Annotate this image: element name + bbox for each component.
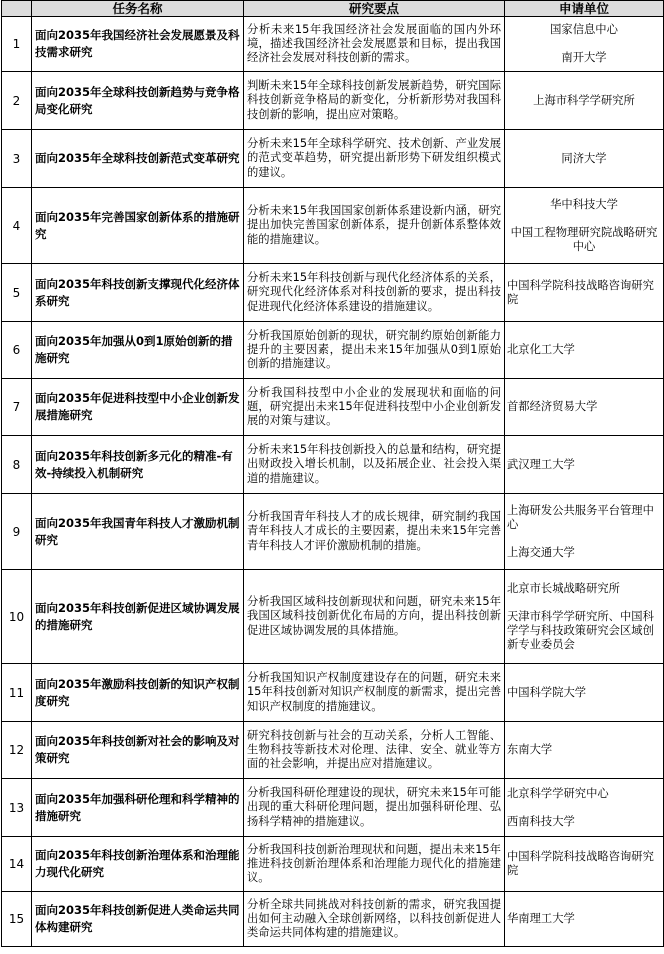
row-number: 15 <box>2 892 32 947</box>
task-name: 面向2035年全球科技创新趋势与竞争格局变化研究 <box>32 72 244 130</box>
applicant-units <box>505 322 664 379</box>
applicant-units <box>505 188 664 264</box>
task-name: 面向2035年全球科技创新范式变革研究 <box>32 130 244 188</box>
applicant-unit: 中国科学院大学 <box>507 685 587 699</box>
applicant-unit: 同济大学 <box>561 151 607 165</box>
research-points: 分析我国科研伦理建设的现状，研究未来15年可能出现的重大科研伦理问题，提出加强科研伦理、弘扬科学精神的措施建议。 <box>244 779 505 837</box>
research-points: 分析我国原始创新的现状，研究制约原始创新能力提升的主要因素，提出未来15年加强从0到1原始创新的措施建议。 <box>244 322 505 379</box>
applicant-unit: 国家信息中心 <box>550 23 618 36</box>
applicant-units <box>505 379 664 436</box>
task-name: 面向2035年我国青年科技人才激励机制研究 <box>32 494 244 570</box>
research-points: 分析我国科技创新治理现状和问题，提出未来15年推进科技创新治理体系和治理能力现代化的措施建议。 <box>244 837 505 892</box>
applicant-units <box>505 837 664 892</box>
task-name: 面向2035年科技创新促进区域协调发展的措施研究 <box>32 570 244 664</box>
project-table <box>1 0 664 947</box>
task-name: 面向2035年科技创新多元化的精准-有效-持续投入机制研究 <box>32 436 244 494</box>
row-number: 7 <box>2 379 32 436</box>
applicant-unit: 华南理工大学 <box>507 912 575 925</box>
row-number: 13 <box>2 779 32 837</box>
row-number: 2 <box>2 72 32 130</box>
table-row <box>2 494 664 570</box>
applicant-unit: 武汉理工大学 <box>507 457 575 471</box>
row-number: 4 <box>2 188 32 264</box>
unit-spacer <box>507 212 661 226</box>
task-name: 面向2035年激励科技创新的知识产权制度研究 <box>32 664 244 722</box>
applicant-unit: 上海市科学学研究所 <box>533 93 635 107</box>
row-number: 10 <box>2 570 32 664</box>
applicant-unit: 中国工程物理研究院战略研究中心 <box>510 225 658 253</box>
table-row <box>2 17 664 72</box>
research-points: 分析我国知识产权制度建设存在的问题，研究未来15年科技创新对知识产权制度的新需求，提出完善知识产权制度的措施建议。 <box>244 664 505 722</box>
applicant-unit: 中国科学院科技战略咨询研究院 <box>507 278 654 306</box>
row-number: 8 <box>2 436 32 494</box>
research-points: 判断未来15年全球科技创新发展新趋势，研究国际科技创新竞争格局的新变化，分析新形势对我国科技创新的影响，提出应对策略。 <box>244 72 505 130</box>
applicant-unit: 北京化工大学 <box>507 343 575 356</box>
applicant-unit: 天津市科学学研究所、中国科学学与科技政策研究会区域创新专业委员会 <box>507 609 654 651</box>
research-points: 分析全球共同挑战对科技创新的需求，研究我国提出如何主动融入全球创新网络，以科技创新促进人类命运共同体构建的措施建议。 <box>244 892 505 947</box>
research-points: 分析未来15年全球科学研究、技术创新、产业发展的范式变革趋势，研究提出新形势下研发组织模式的建议。 <box>244 130 505 188</box>
task-name: 面向2035年科技创新治理体系和治理能力现代化研究 <box>32 837 244 892</box>
applicant-unit: 首都经济贸易大学 <box>507 400 598 413</box>
table-row <box>2 379 664 436</box>
research-points: 分析未来15年科技创新投入的总量和结构，研究提出财政投入增长机制，以及拓展企业、社会投入渠道的措施建议。 <box>244 436 505 494</box>
table-row <box>2 130 664 188</box>
task-name: 面向2035年科技创新对社会的影响及对策研究 <box>32 722 244 779</box>
applicant-unit: 中国科学院科技战略咨询研究院 <box>507 850 654 877</box>
table-row <box>2 779 664 837</box>
table-row <box>2 72 664 130</box>
research-points: 分析未来15年我国经济社会发展面临的国内外环境，描述我国经济社会发展愿景和目标，提出我国经济社会发展对科技创新的需求。 <box>244 17 505 72</box>
unit-spacer <box>507 801 661 815</box>
header-task-name: 任务名称 <box>32 1 244 17</box>
unit-spacer <box>507 37 661 51</box>
row-number: 6 <box>2 322 32 379</box>
header-research-points: 研究要点 <box>244 1 505 17</box>
table-row <box>2 188 664 264</box>
applicant-units <box>505 494 664 570</box>
table-row <box>2 322 664 379</box>
task-name: 面向2035年完善国家创新体系的措施研究 <box>32 188 244 264</box>
research-points: 研究科技创新与社会的互动关系，分析人工智能、生物科技等新技术对伦理、法律、安全、就业等方面的社会影响，并提出应对措施建议。 <box>244 722 505 779</box>
applicant-unit: 上海研发公共服务平台管理中心 <box>507 503 654 531</box>
table-row <box>2 264 664 322</box>
table-row <box>2 837 664 892</box>
task-name: 面向2035年科技创新促进人类命运共同体构建研究 <box>32 892 244 947</box>
applicant-unit: 上海交通大学 <box>507 545 575 559</box>
research-points: 分析我国青年科技人才的成长规律，研究制约我国青年科技人才成长的主要因素，提出未来15年完善青年科技人才评价激励机制的措施。 <box>244 494 505 570</box>
table-row <box>2 570 664 664</box>
applicant-unit: 华中科技大学 <box>550 197 618 211</box>
row-number: 9 <box>2 494 32 570</box>
table-header-row <box>2 1 664 17</box>
research-points: 分析未来15年我国国家创新体系建设新内涵，研究提出加快完善国家创新体系，提升创新体系整体效能的措施建议。 <box>244 188 505 264</box>
applicant-unit: 北京科学学研究中心 <box>507 786 609 800</box>
applicant-units <box>505 436 664 494</box>
applicant-units <box>505 722 664 779</box>
applicant-unit: 西南科技大学 <box>507 814 575 828</box>
applicant-unit: 北京市长城战略研究所 <box>507 581 620 595</box>
table-row <box>2 664 664 722</box>
table-row <box>2 722 664 779</box>
row-number: 5 <box>2 264 32 322</box>
applicant-unit: 东南大学 <box>507 743 553 756</box>
task-name: 面向2035年加强科研伦理和科学精神的措施研究 <box>32 779 244 837</box>
applicant-unit: 南开大学 <box>561 51 607 64</box>
row-number: 14 <box>2 837 32 892</box>
task-name: 面向2035年加强从0到1原始创新的措施研究 <box>32 322 244 379</box>
applicant-units <box>505 779 664 837</box>
research-points: 分析我国区域科技创新现状和问题，研究未来15年我国区域科技创新优化布局的方向，提出科技创新促进区域协调发展的具体措施。 <box>244 570 505 664</box>
row-number: 12 <box>2 722 32 779</box>
applicant-units <box>505 264 664 322</box>
row-number: 1 <box>2 17 32 72</box>
row-number: 3 <box>2 130 32 188</box>
table-row <box>2 436 664 494</box>
applicant-units <box>505 664 664 722</box>
research-points: 分析未来15年科技创新与现代化经济体系的关系，研究现代化经济体系对科技创新的要求，提出科技促进现代化经济体系建设的措施建议。 <box>244 264 505 322</box>
applicant-units <box>505 892 664 947</box>
applicant-units <box>505 72 664 130</box>
task-name: 面向2035年促进科技型中小企业创新发展措施研究 <box>32 379 244 436</box>
table-row <box>2 892 664 947</box>
applicant-units <box>505 17 664 72</box>
research-points: 分析我国科技型中小企业的发展现状和面临的问题，研究提出未来15年促进科技型中小企业创新发展的对策与建议。 <box>244 379 505 436</box>
task-name: 面向2035年科技创新支撑现代化经济体系研究 <box>32 264 244 322</box>
header-applicant-unit: 申请单位 <box>505 1 664 17</box>
applicant-units <box>505 570 664 664</box>
header-number <box>2 1 32 17</box>
unit-spacer <box>507 532 661 546</box>
unit-spacer <box>507 596 661 610</box>
task-name: 面向2035年我国经济社会发展愿景及科技需求研究 <box>32 17 244 72</box>
applicant-units <box>505 130 664 188</box>
row-number: 11 <box>2 664 32 722</box>
